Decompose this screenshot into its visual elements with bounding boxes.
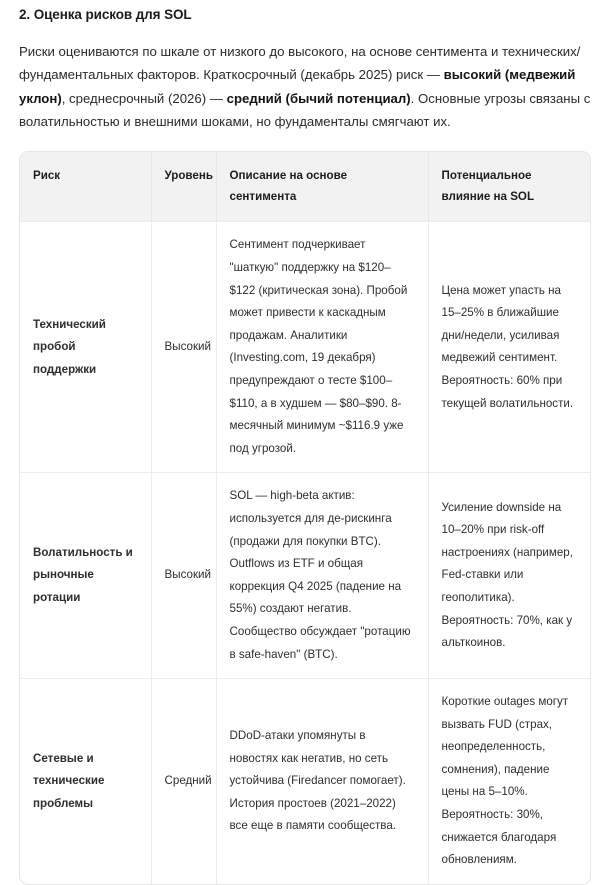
cell-risk-name: Сетевые и технические проблемы [20, 679, 151, 884]
cell-impact: Цена может упасть на 15–25% в ближайшие дни/недели, усиливая медвежий сентимент. Вероятность: 60% при текущей волатильности. [428, 222, 591, 473]
risk-assessment-table [20, 152, 591, 884]
intro-emphasis: высокий (медвежий уклон) [19, 67, 576, 106]
cell-description: DDoD-атаки упомянуты в новостях как негатив, но сеть устойчива (Firedancer помогает). История простоев (2021–2022) все еще в памяти сообщества. [216, 679, 428, 884]
intro-text: Риски оцениваются по шкале от низкого до высокого, на основе сентимента и технических/фундаментальных факторов. Краткосрочный (декабрь 2025) риск — [19, 43, 581, 83]
cell-risk-level: Высокий [151, 473, 216, 679]
table-row [20, 473, 591, 679]
table-row [20, 222, 591, 473]
cell-description: SOL — high-beta актив: используется для де-рискинга (продажи для покупки BTC). Outflows из ETF и общая коррекция Q4 2025 (падение на 55%) создают негатив. Сообщество обсуждает "ротацию в safe-haven" (BTC). [216, 473, 428, 679]
cell-risk-name: Технический пробой поддержки [20, 222, 151, 473]
cell-impact: Усиление downside на 10–20% при risk-off настроениях (например, Fed-ставки или геополитика). Вероятность: 70%, как у альткоинов. [428, 473, 591, 679]
column-header-risk: Риск [20, 152, 151, 222]
column-header-description: Описание на основе сентимента [216, 152, 428, 222]
column-header-impact: Потенциальное влияние на SOL [428, 152, 591, 222]
page-title: 2. Оценка рисков для SOL [19, 7, 192, 22]
table-row [20, 679, 591, 884]
cell-description: Сентимент подчеркивает "шаткую" поддержку на $120–$122 (критическая зона). Пробой может привести к каскадным продажам. Аналитики (Investing.com, 19 декабря) предупреждают о тесте $100–$110, а в худшем — $80–$90. 8-месячный минимум ~$116.9 уже под угрозой. [216, 222, 428, 473]
cell-impact: Короткие outages могут вызвать FUD (страх, неопределенность, сомнения), падение цены на 5–10%. Вероятность: 30%, снижается благодаря обновлениям. [428, 679, 591, 884]
cell-risk-level: Высокий [151, 222, 216, 473]
cell-risk-name: Волатильность и рыночные ротации [20, 473, 151, 679]
risk-table-container [19, 151, 591, 885]
table-body [20, 222, 591, 884]
column-header-level: Уровень [151, 152, 216, 222]
intro-text: . Основные угрозы связаны с волатильностью и внешними шоками, но фундаменталы смягчают их. [19, 90, 591, 130]
table-header [20, 152, 591, 222]
table-header-row [20, 152, 591, 222]
intro-emphasis: средний (бычий потенциал) [226, 90, 411, 106]
cell-risk-level: Средний [151, 679, 216, 884]
intro-paragraph [19, 40, 591, 134]
intro-text: , среднесрочный (2026) — [61, 90, 227, 106]
